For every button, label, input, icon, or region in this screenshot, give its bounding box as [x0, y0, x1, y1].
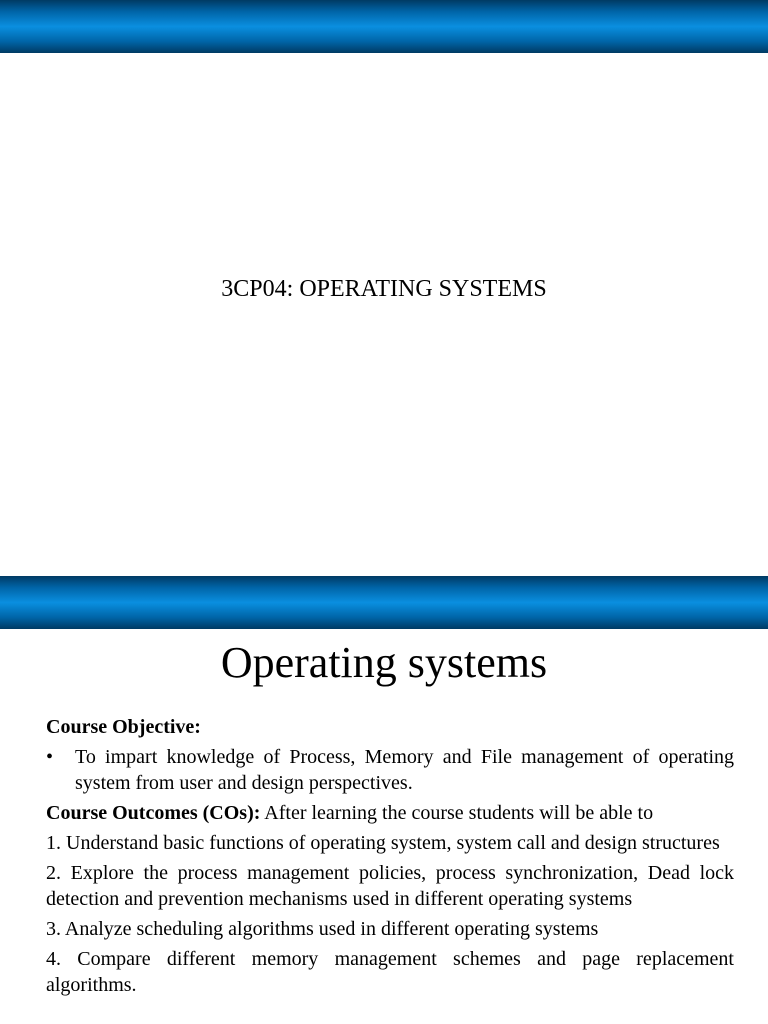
- course-outcomes-intro: After learning the course students will be able to: [260, 802, 654, 824]
- outcome-item-2: 2. Explore the process management policies, process synchronization, Dead lock detection and prevention mechanisms used in different operating systems: [46, 862, 734, 910]
- objective-bullet-item: [46, 744, 734, 796]
- outcome-item-1: 1. Understand basic functions of operating system, system call and design structures: [46, 832, 720, 854]
- slide-2-title: Operating systems: [220, 638, 548, 687]
- slide-2-content: [46, 714, 734, 1002]
- slide-1-header-bar: [0, 0, 768, 53]
- course-outcomes-label: Course Outcomes (COs):: [46, 802, 261, 824]
- course-outcomes-heading: [46, 800, 734, 826]
- outcome-item-3: 3. Analyze scheduling algorithms used in different operating systems: [46, 918, 599, 940]
- slide-1-title: 3CP04: OPERATING SYSTEMS: [221, 276, 547, 302]
- outcome-item-4: 4. Compare different memory management schemes and page replacement algorithms.: [46, 948, 734, 996]
- slide-2-header-bar: [0, 576, 768, 629]
- bullet-dot-icon: •: [46, 746, 54, 768]
- objective-text: To impart knowledge of Process, Memory and File management of operating system from user and design perspectives.: [75, 746, 734, 794]
- course-objective-heading: Course Objective:: [46, 716, 201, 738]
